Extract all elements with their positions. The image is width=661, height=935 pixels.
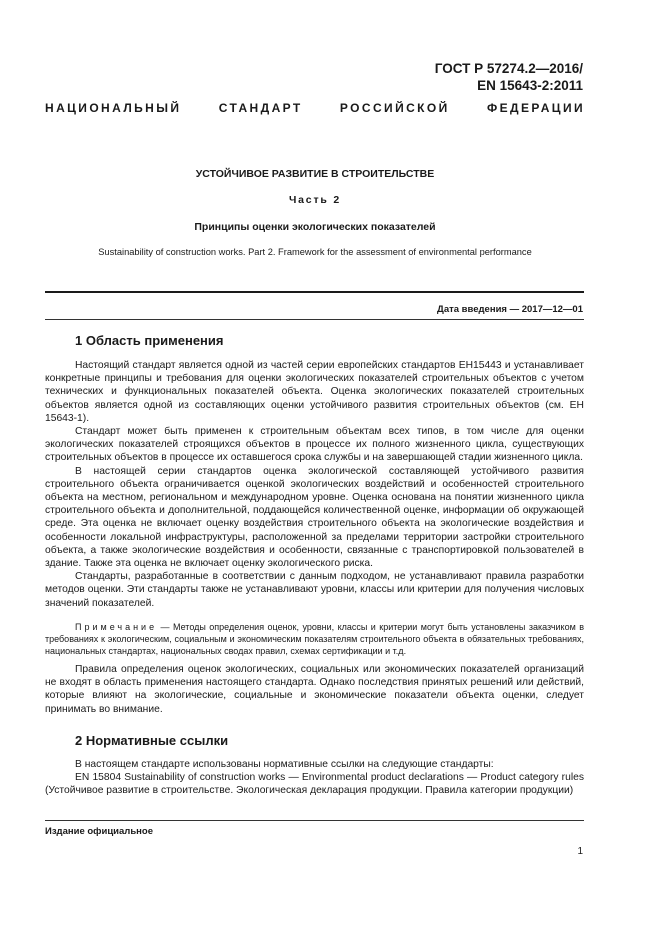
gost-code-line2: EN 15643-2:2011 — [477, 78, 583, 93]
national-standard-banner: НАЦИОНАЛЬНЫЙ СТАНДАРТ РОССИЙСКОЙ ФЕДЕРАЦИИ — [45, 101, 585, 115]
section2-body — [45, 758, 584, 798]
note-label: Примечание — [75, 622, 158, 632]
date-divider — [45, 319, 584, 320]
section2-intro: В настоящем стандарте использованы нормативные ссылки на следующие стандарты: — [75, 759, 494, 770]
edition-label: Издание официальное — [45, 826, 153, 837]
note-text: — Методы определения оценок, уровни, классы и критерии могут быть установлены заказчиком в требованиях к экологическим, социальным и экономическим показателям строительного объекта в обязательных требованиях, национальных стандартах, национальных сводах правил, схемах сертификации и т.д. — [45, 622, 584, 656]
section1-heading: 1 Область применения — [75, 333, 224, 348]
document-part: Часть 2 — [288, 194, 341, 206]
section1-paragraph: В настоящей серии стандартов оценка экологической составляющей устойчивого развития строительного объекта ограничивается оценкой экологических воздействий и особенностей строительного объекта на местном, региональном и международном уровне. Оценка основана на понятии жизненного цикла строительного объекта и дополнительной, поддающейся количественной оценке, информации об окружающей среде. Эта оценка не включает оценку воздействия строительного объекта на экологические воздействия и особенности локальной инфраструктуры, расположенной за пределами территории застройки строительного объекта, а также экологические воздействия и особенности, связанные с транспортировкой пользователей в здание. Также эта оценка не включает оценку экологического риска. — [45, 465, 584, 570]
section2-reference: EN 15804 Sustainability of construction works — Environmental product declarations — Product category rules (Устойчивое развитие в строительстве. Экологическая декларация продукции. Правила категории продукции) — [45, 772, 584, 797]
gost-code-line1: ГОСТ Р 57274.2—2016/ — [434, 61, 583, 76]
document-title: УСТОЙЧИВОЕ РАЗВИТИЕ В СТРОИТЕЛЬСТВЕ — [195, 168, 435, 180]
section1-paragraph: Стандарты, разработанные в соответствии с данным подходом, не устанавливают правила разработки методов оценки. Эти стандарты также не устанавливают уровни, классы или критерии для получения числовых значений показателей. — [45, 571, 584, 609]
gost-code — [435, 60, 583, 94]
introduction-date: Дата введения — 2017—12—01 — [437, 304, 583, 315]
section1-closing: Правила определения оценок экологических, социальных или экономических показателей организаций не входят в область применения настоящего стандарта. Однако последствия принятых решений или действий, которые влияют на экологические, социальные и экономические показатели объекта оценки, следует принимать во внимание. — [45, 664, 584, 715]
section2-heading: 2 Нормативные ссылки — [75, 733, 229, 748]
section1-body — [45, 359, 584, 610]
section1-paragraph: Настоящий стандарт является одной из частей серии европейских стандартов ЕН15443 и устанавливает конкретные принципы и требования для оценки экологических показателей строительных объектов с учетом технических и функциональных показателей объекта. Оценка экологических показателей строительных объектов является одной из составляющих оценки устойчивого развития строительных объектов (см. ЕН 15643-1). — [45, 360, 584, 424]
document-subtitle: Принципы оценки экологических показателей — [194, 221, 436, 233]
english-title: Sustainability of construction works. Part 2. Framework for the assessment of environmental performance — [98, 247, 532, 257]
section1-closing-block — [45, 663, 584, 716]
section1-paragraph: Стандарт может быть применен к строительным объектам всех типов, в том числе для оценки экологических показателей строящихся объектов в процессе их полного жизненного цикла, существующих строительных объектов в процессе их оставшегося срока службы и на завершающей стадии жизненного цикла. — [45, 426, 584, 464]
page-number: 1 — [577, 846, 583, 857]
title-divider — [45, 291, 584, 293]
footer-divider — [45, 820, 584, 821]
section1-note — [45, 622, 584, 657]
